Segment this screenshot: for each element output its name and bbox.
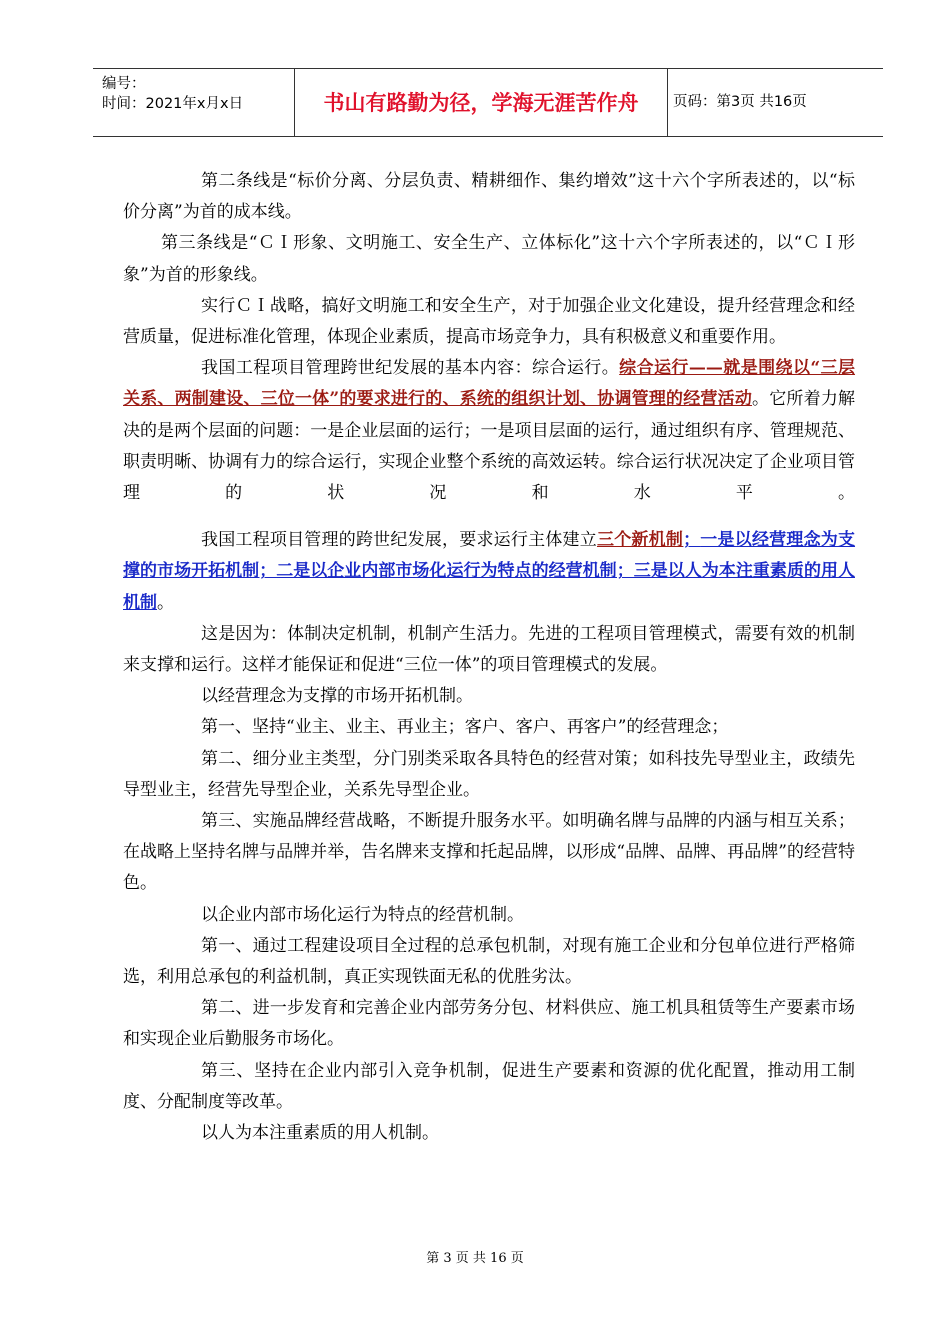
paragraph: 以经营理念为支撑的市场开拓机制。 (201, 686, 473, 707)
paragraph: 第一、通过工程建设项目全过程的总承包机制，对现有施工企业和分包单位进行严格筛选，利用总承包的利益机制，真正实现铁面无私的优胜劣汰。 (123, 935, 855, 988)
paragraph: 第三、坚持在企业内部引入竞争机制，促进生产要素和资源的优化配置，推动用工制度、分配制度等改革。 (123, 1060, 855, 1112)
paragraph: 实行ＣＩ战略，搞好文明施工和安全生产，对于加强企业文化建设，提升经营理念和经营质量，促进标准化管理，体现企业素质，提高市场竞争力，具有积极意义和重要作用。 (123, 295, 855, 348)
paragraph: 第一、坚持“业主、业主、再业主；客户、客户、再客户”的经营理念； (201, 717, 729, 738)
highlight-mechanism-list: 一是以经营理念为支撑的市场开拓机制；二是以企业内部市场化运行为特点的经营机制；三是以人为本注重素质的用人机制 (123, 530, 856, 613)
paragraph: 以人为本注重素质的用人机制。 (201, 1123, 439, 1144)
header-page-info: 页码：第3页 共16页 (673, 94, 807, 110)
page-footer: 第 3 页 共 16 页 (426, 1251, 524, 1266)
paragraph: 我国工程项目管理的跨世纪发展，要求运行主体建立三个新机制；一是以经营理念为支撑的市场开拓机制；二是以企业内部市场化运行为特点的经营机制；三是以人为本注重素质的用人机制。 (123, 530, 856, 613)
paragraph: 第二、进一步发育和完善企业内部劳务分包、材料供应、施工机具租赁等生产要素市场和实现企业后勤服务市场化。 (123, 998, 855, 1050)
serial-label: 编号： (102, 76, 146, 92)
page-header (93, 68, 883, 137)
paragraph: 第二、细分业主类型，分门别类采取各具特色的经营对策；如科技先导型业主，政绩先导型业主，经营先导型企业，关系先导型企业。 (123, 748, 855, 800)
paragraph: 第三条线是“ＣＩ形象、文明施工、安全生产、立体标化”这十六个字所表述的，以“ＣＩ形象”为首的形象线。 (123, 233, 855, 285)
paragraph: 第三、实施品牌经营战略，不断提升服务水平。如明确名牌与品牌的内涵与相互关系；在战略上坚持名牌与品牌并举，告名牌来支撑和托起品牌，以形成“品牌、品牌、再品牌”的经营特色。 (123, 811, 855, 894)
paragraph: 这是因为：体制决定机制，机制产生活力。先进的工程项目管理模式，需要有效的机制来支撑和运行。这样才能保证和促进“三位一体”的项目管理模式的发展。 (123, 623, 855, 676)
highlight-three-mechanisms: 三个新机制 (596, 530, 684, 551)
header-motto: 书山有路勤为径，学海无涯苦作舟 (294, 69, 668, 136)
time-label: 时间：2021年x月x日 (102, 96, 244, 112)
highlight-definition: 综合运行——就是围绕以“三层关系、两制建设、三位一体”的要求进行的、系统的组织计划、协调管理的经营活动 (123, 358, 856, 410)
header-meta (93, 69, 294, 136)
paragraph: 我国工程项目管理跨世纪发展的基本内容：综合运行。综合运行——就是围绕以“三层关系、两制建设、三位一体”的要求进行的、系统的组织计划、协调管理的经营活动。它所着力解决的是两个层面的问题：一是企业层面的运行；一是项目层面的运行，通过组织有序、管理规范、职责明晰、协调有力的综合运行，实现企业整个系统的高效运转。综合运行状况决定了企业项目管理的状况和水平。 (123, 358, 856, 504)
paragraph: 以企业内部市场化运行为特点的经营机制。 (201, 904, 524, 925)
document-body (123, 166, 855, 1149)
paragraph: 第二条线是“标价分离、分层负责、精耕细作、集约增效”这十六个字所表述的，以“标价分离”为首的成本线。 (123, 171, 855, 223)
